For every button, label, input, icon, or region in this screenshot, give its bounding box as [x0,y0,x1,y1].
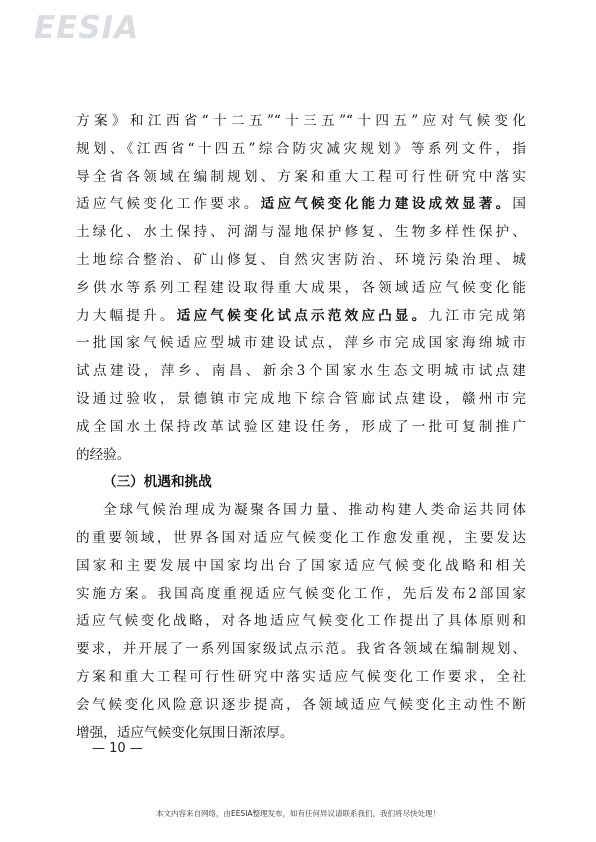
footer-disclaimer: 本文内容来自网络，由EESIA整理发布，如有任何异议请联系我们，我们将尽快处理！ [155,809,441,818]
text-line: 全球气候治理成为凝聚各国力量、推动构建人类命运共同体 [103,502,526,519]
text-line: 一批国家气候适应型城市建设试点，萍乡市完成国家海绵城市 [76,335,526,352]
text-line: 的重要领域，世界各国对适应气候变化工作愈发重视，主要发达 [76,529,526,546]
text-line: 增强，适应气候变化氛围日渐浓厚。 [76,724,294,741]
section-heading: （三）机遇和挑战 [103,474,212,491]
bold-emphasis: 适应气候变化能力建设成效显著。 [260,196,513,213]
text-line: 要求，并开展了一系列国家级试点示范。我省各领域在编制规划、 [76,641,526,658]
text-line: 土绿化、水土保持、河湖与湿地保护修复、生物多样性保护、 [76,224,526,241]
paragraph-2 [76,497,526,747]
text-span: 国 [512,196,527,213]
text-line: 导全省各领域在编制规划、方案和重大工程可行性研究中落实 [76,168,526,185]
text-line: 国家和主要发展中国家均出台了国家适应气候变化战略和相关 [76,557,526,574]
text-line: 方案和重大工程可行性研究中落实适应气候变化工作要求，全社 [76,668,526,685]
text-line: 适应气候变化战略，对各地适应气候变化工作提出了具体原则和 [76,613,526,630]
text-line [76,303,526,331]
text-line: 乡供水等系列工程建设取得重大成果，各领域适应气候变化能 [76,279,526,296]
text-line: 方案》和江西省“十二五”“十三五”“十四五”应对气候变化 [76,113,526,129]
text-line: 设通过验收，景德镇市完成地下综合管廊试点建设，赣州市完 [76,390,526,407]
text-line: 成全国水土保持改革试验区建设任务，形成了一批可复制推广 [76,418,526,435]
text-line: 实施方案。我国高度重视适应气候变化工作，先后发布2部国家 [76,585,526,602]
eesia-logo: EESIA [34,10,140,46]
text-line: 土地综合整治、矿山修复、自然灾害防治、环境污染治理、城 [76,251,526,268]
text-span: 适应气候变化工作要求。 [76,196,261,213]
text-span: 九江市完成第 [428,307,527,324]
text-line [76,191,526,219]
text-line: 试点建设，萍乡、南昌、新余3个国家水生态文明城市试点建 [76,363,526,380]
paragraph-1 [76,108,526,469]
bold-emphasis: 适应气候变化试点示范效应凸显。 [176,307,429,324]
document-body [76,108,526,747]
text-line: 规划、《江西省“十四五”综合防灾减灾规划》等系列文件，指 [76,140,526,157]
text-line: 的经验。 [76,446,131,463]
page-number: — 10 — [92,741,143,756]
text-line: 会气候变化风险意识逐步提高，各领域适应气候变化主动性不断 [76,696,526,713]
text-span: 力大幅提升。 [76,307,177,324]
